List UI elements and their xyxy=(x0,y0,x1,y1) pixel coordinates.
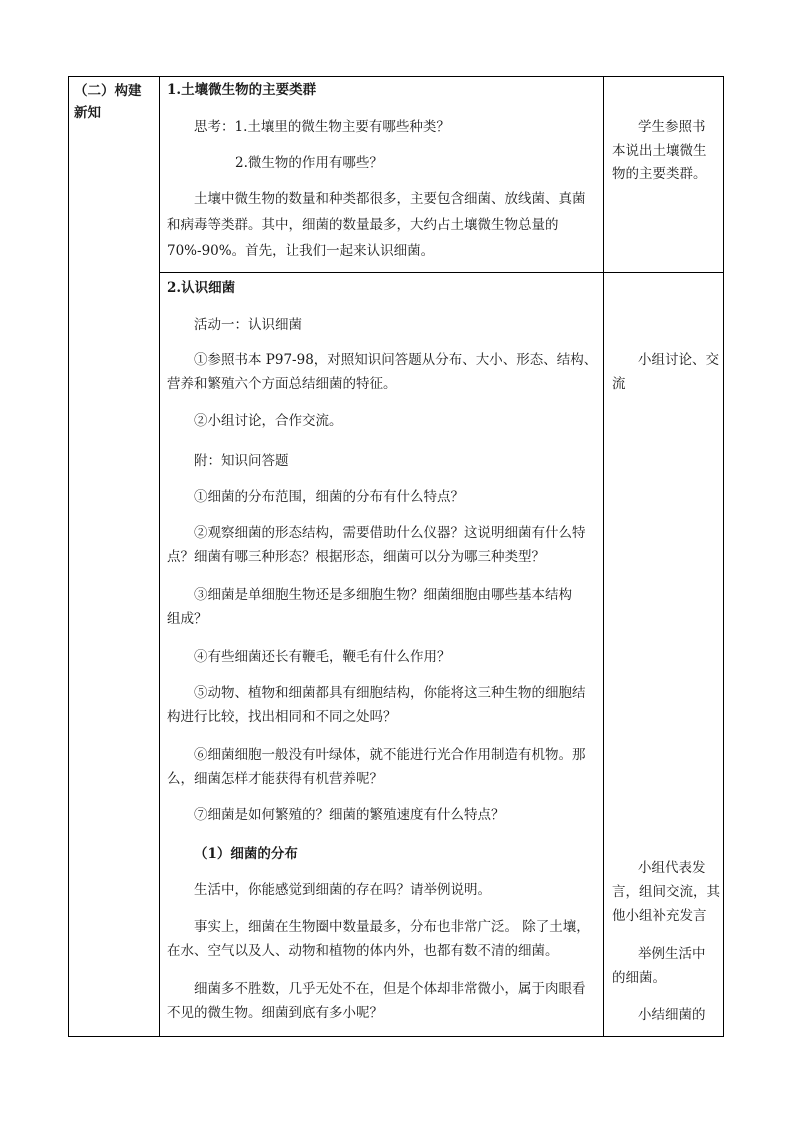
paragraph-line: 土壤中微生物的数量和种类都很多，主要包含细菌、放线菌、真菌 xyxy=(194,191,586,207)
student-activity-line: 小组代表发 xyxy=(638,860,706,876)
student-activity-line: 言，组间交流，其 xyxy=(612,884,720,900)
question-line: 构进行比较，找出相同和不同之处吗？ xyxy=(167,709,397,725)
step-line: 营养和繁殖六个方面总结细菌的特征。 xyxy=(167,376,397,392)
paragraph-line: 和病毒等类群。其中，细菌的数量最多，大约占土壤微生物总量的 xyxy=(167,217,559,233)
student-activity-line: 物的主要类群。 xyxy=(612,166,707,182)
activity-title: 活动一：认识细菌 xyxy=(194,317,302,333)
table-right-border xyxy=(723,77,724,1037)
stage-label-line1: （二）构建 xyxy=(74,83,142,99)
step-line: ②小组讨论，合作交流。 xyxy=(194,413,343,429)
student-activity-line: 小结细菌的 xyxy=(638,1007,706,1023)
paragraph-line: 不见的微生物。细菌到底有多小呢？ xyxy=(167,1005,383,1021)
step-line: ①参照书本 P97-98，对照知识问答题从分布、大小、形态、结构、 xyxy=(194,352,598,368)
table-bottom-border xyxy=(69,1036,724,1037)
question-line: ⑥细菌细胞一般没有叶绿体，就不能进行光合作用制造有机物。那 xyxy=(194,747,586,763)
question-line: 组成？ xyxy=(167,611,208,627)
student-activity-line: 本说出土壤微生 xyxy=(612,143,707,159)
stage-label-line2: 新知 xyxy=(74,105,101,121)
question-line: ⑦细菌是如何繁殖的？细菌的繁殖速度有什么特点？ xyxy=(194,807,505,823)
question-line: ④有些细菌还长有鞭毛，鞭毛有什么作用？ xyxy=(194,649,451,665)
paragraph-line: 细菌多不胜数，几乎无处不在，但是个体却非常微小，属于肉眼看 xyxy=(194,981,586,997)
section1-title: 1.土壤微生物的主要类群 xyxy=(167,82,317,98)
row-divider xyxy=(159,272,724,273)
question-line: ③细菌是单细胞生物还是多细胞生物？细菌细胞由哪些基本结构 xyxy=(194,587,572,603)
question-line: ⑤动物、植物和细菌都具有细胞结构，你能将这三种生物的细胞结 xyxy=(194,685,586,701)
think-question-2: 2.微生物的作用有哪些？ xyxy=(235,155,383,171)
question-line: 点？细菌有哪三种形态？根据形态，细菌可以分为哪三种类型？ xyxy=(167,549,545,565)
subsection-title: （1）细菌的分布 xyxy=(194,846,298,862)
appendix-label: 附：知识问答题 xyxy=(194,453,289,469)
question-line: ①细菌的分布范围，细菌的分布有什么特点？ xyxy=(194,489,464,505)
paragraph-line: 70%-90%。首先，让我们一起来认识细菌。 xyxy=(167,243,435,259)
question-line: 么，细菌怎样才能获得有机营养呢？ xyxy=(167,771,383,787)
student-activity-line: 他小组补充发言 xyxy=(612,908,707,924)
column-divider xyxy=(159,77,160,1037)
student-activity-line: 的细菌。 xyxy=(612,970,666,986)
section2-title: 2.认识细菌 xyxy=(167,280,236,296)
paragraph-line: 在水、空气以及人、动物和植物的体内外，也都有数不清的细菌。 xyxy=(167,943,559,959)
think-question-1: 思考：1.土壤里的微生物主要有哪些种类？ xyxy=(194,119,450,135)
column-divider xyxy=(603,77,604,1037)
question-line: ②观察细菌的形态结构，需要借助什么仪器？这说明细菌有什么特 xyxy=(194,525,586,541)
student-activity-line: 学生参照书 xyxy=(638,119,706,135)
student-activity-line: 流 xyxy=(612,376,626,392)
stage-label xyxy=(74,80,142,124)
student-activity-line: 举例生活中 xyxy=(638,946,706,962)
paragraph-line: 生活中，你能感觉到细菌的存在吗？请举例说明。 xyxy=(194,882,491,898)
paragraph-line: 事实上，细菌在生物圈中数量最多，分布也非常广泛。 除了土壤， xyxy=(194,919,590,935)
student-activity-line: 小组讨论、交 xyxy=(638,352,719,368)
